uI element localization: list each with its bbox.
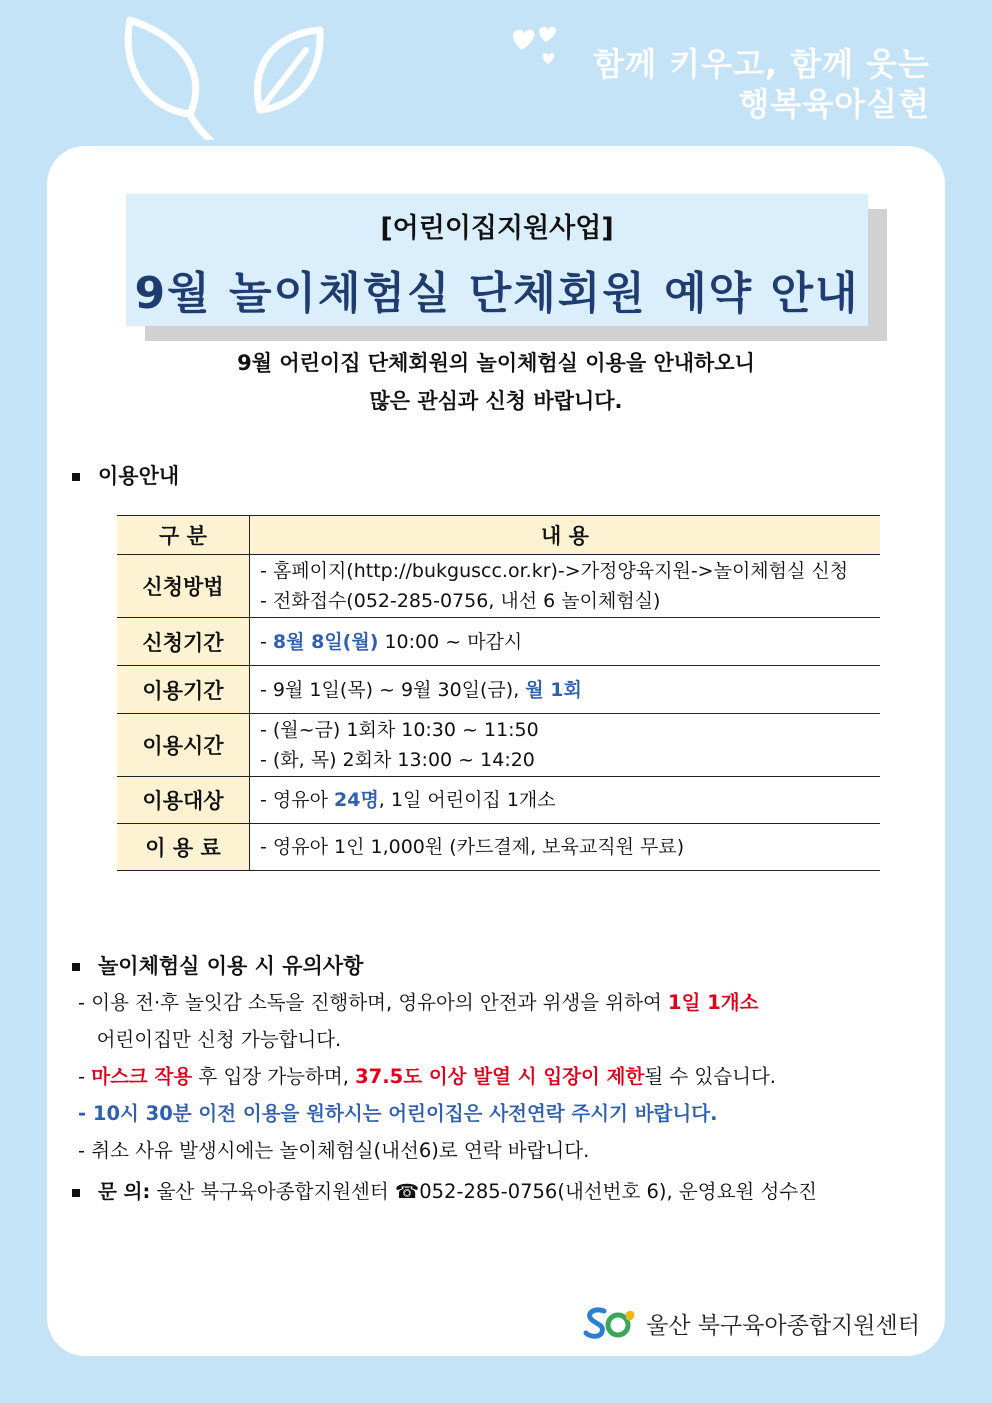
page-title: 9월 놀이체험실 단체회원 예약 안내 (134, 268, 860, 319)
bullet-square-icon (72, 1189, 80, 1197)
slogan (593, 44, 930, 124)
note-red: 1일 1개소 (668, 991, 759, 1014)
footer-logo (582, 1305, 920, 1341)
row-key: 신청기간 (117, 618, 250, 666)
note-text: 될 수 있습니다. (644, 1065, 776, 1088)
row-value (250, 666, 881, 714)
table-row (117, 618, 880, 666)
contact-org: 울산 북구육아종합지원센터 (150, 1180, 395, 1203)
col-header-content: 내 용 (250, 516, 881, 555)
intro-line2: 많은 관심과 신청 바랍니다. (369, 389, 623, 413)
note-item: - 취소 사유 발생시에는 놀이체험실(내선6)로 연락 바랍니다. (78, 1139, 590, 1162)
usage-heading-text: 이용안내 (98, 464, 180, 488)
table-row (117, 714, 880, 777)
row-line: - (월~금) 1회차 10:30 ~ 11:50 (260, 719, 539, 741)
row-key: 이용기간 (117, 666, 250, 714)
contact-line (72, 1176, 817, 1204)
row-dash: - (260, 630, 273, 653)
row-line: - (화, 목) 2회차 13:00 ~ 14:20 (260, 749, 535, 771)
slogan-line1: 함께 키우고, 함께 웃는 (593, 45, 930, 83)
hearts-icon (508, 20, 568, 70)
notes-heading-text: 놀이체험실 이용 시 유의사항 (98, 954, 364, 978)
note-item: - 10시 30분 이전 이용을 원하시는 어린이집은 사전연락 주시기 바랍니다. (78, 1102, 718, 1125)
row-value: - 영유아 1인 1,000원 (카드결제, 보육교직원 무료) (250, 824, 881, 871)
row-rest: , 1일 어린이집 1개소 (378, 789, 556, 811)
table-row (117, 824, 880, 871)
note-text: - 이용 전·후 놀잇감 소독을 진행하며, 영유아의 안전과 위생을 위하여 (78, 991, 669, 1014)
row-key: 이용대상 (117, 777, 250, 824)
contact-label: 문 의: (98, 1180, 151, 1203)
title-sub: [어린이집지원사업] (380, 213, 614, 244)
contact-detail: 052-285-0756(내선번호 6), 운영요원 성수진 (419, 1180, 817, 1203)
row-value (250, 555, 881, 618)
notes-section-heading (72, 950, 363, 980)
usage-section-heading (72, 460, 179, 490)
slogan-line2: 행복육아실현 (738, 85, 930, 123)
logo-text: 울산 북구육아종합지원센터 (646, 1312, 920, 1339)
table-row (117, 666, 880, 714)
note-item (78, 1058, 938, 1095)
bullet-square-icon (72, 473, 80, 481)
row-value (250, 618, 881, 666)
note-text: - (78, 1065, 92, 1088)
table-row (117, 555, 880, 618)
row-line: - 전화접수(052-285-0756, 내선 6 놀이체험실) (260, 590, 661, 612)
note-item (78, 984, 938, 1021)
note-red: 37.5도 이상 발열 시 입장이 제한 (355, 1065, 645, 1088)
col-header-category: 구 분 (117, 516, 250, 555)
intro-text (0, 344, 992, 420)
intro-line1: 9월 어린이집 단체회원의 놀이체험실 이용을 안내하오니 (237, 351, 755, 375)
leaf-icon (110, 10, 340, 140)
row-key: 이용시간 (117, 714, 250, 777)
row-highlight: 24명 (334, 789, 379, 811)
phone-icon: ☎ (394, 1180, 420, 1203)
row-highlight: 월 1회 (525, 678, 582, 701)
bullet-square-icon (72, 963, 80, 971)
row-highlight: 8월 8일(월) (272, 630, 379, 653)
table-row (117, 777, 880, 824)
usage-table (117, 515, 880, 871)
notes-list (78, 984, 938, 1169)
note-red: 마스크 작용 (91, 1065, 193, 1088)
title-box (126, 194, 868, 326)
note-text: 후 입장 가능하며, (192, 1065, 356, 1088)
row-key: 신청방법 (117, 555, 250, 618)
row-line: - 홈페이지(http://bukguscc.or.kr)->가정양육지원->놀이체험실 신청 (260, 560, 849, 582)
row-key: 이 용 료 (117, 824, 250, 871)
note-item: 어린이집만 신청 가능합니다. (78, 1028, 342, 1051)
row-value (250, 714, 881, 777)
row-pre: - 영유아 (260, 789, 334, 811)
center-logo-icon (582, 1305, 638, 1341)
row-rest: 10:00 ~ 마감시 (378, 630, 523, 653)
row-value (250, 777, 881, 824)
row-pre: - 9월 1일(목) ~ 9월 30일(금), (260, 678, 526, 701)
table-header-row (117, 516, 880, 555)
